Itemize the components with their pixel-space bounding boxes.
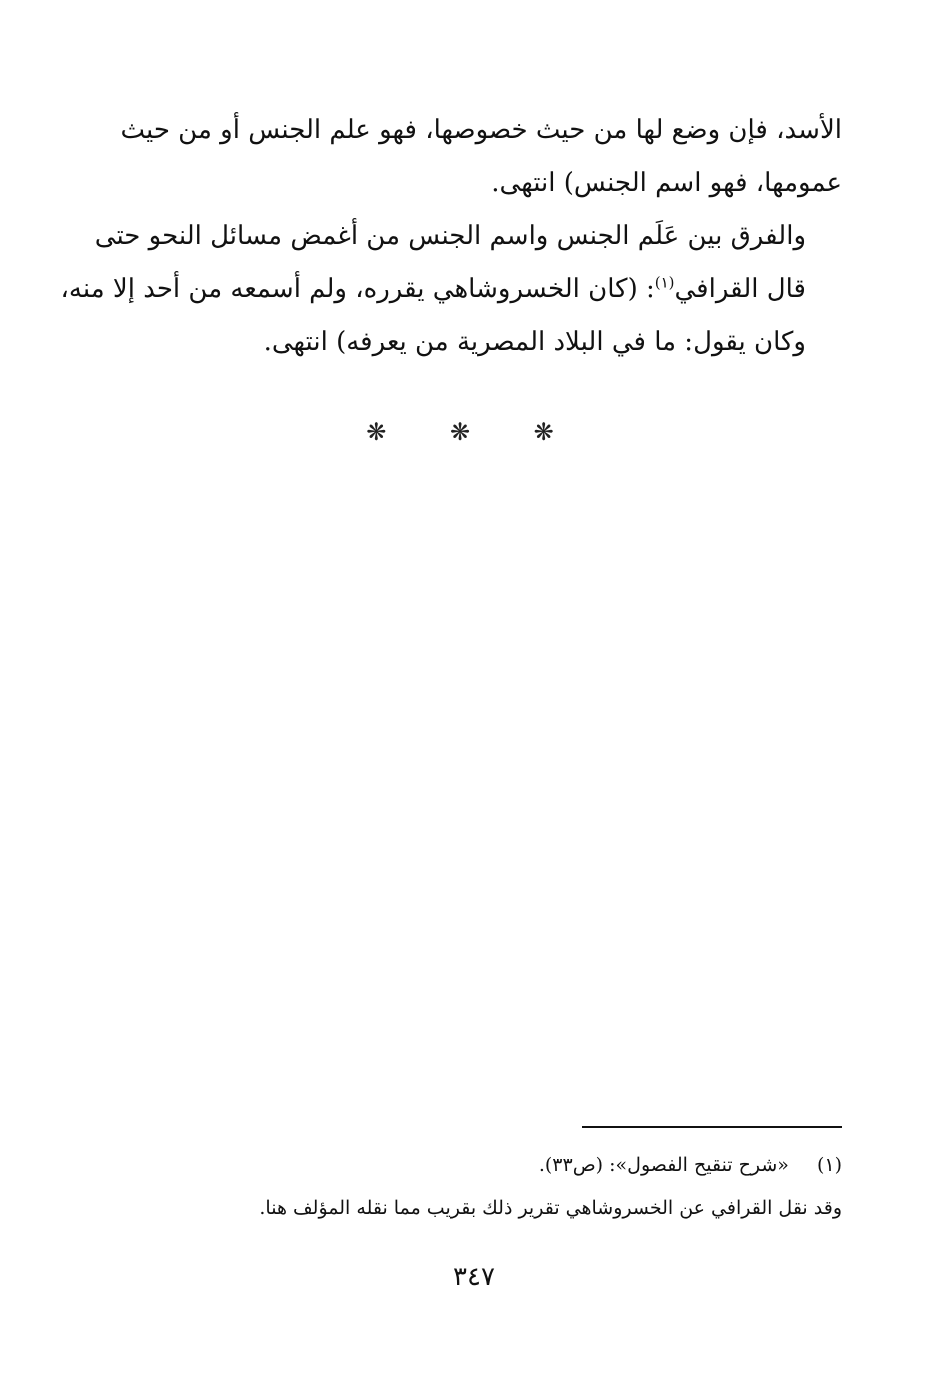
paragraph-2-line-2-end: : (كان الخسروشاهي يقرره، ولم أسمعه من أحد إلا منه، — [60, 274, 655, 304]
paragraph-1-line-2: عمومها، فهو اسم الجنس) انتهى. — [491, 168, 842, 198]
footnote-2-text: وقد نقل القرافي عن الخسروشاهي تقرير ذلك بقريب مما نقله المؤلف هنا. — [259, 1197, 842, 1219]
footnote-1-number: (١) — [816, 1154, 842, 1176]
paragraph-2-line-3: وكان يقول: ما في البلاد المصرية من يعرفه) انتهى. — [263, 327, 806, 357]
footnote-1 — [200, 1150, 842, 1180]
paragraph-2-line-2 — [60, 263, 842, 316]
footnote-1-text: «شرح تنقيح الفصول»: (ص٣٣). — [538, 1154, 789, 1176]
page-number: ٣٤٧ — [453, 1262, 495, 1292]
footnote-divider — [582, 1126, 842, 1128]
paragraph-2 — [60, 210, 842, 369]
footnote-2 — [200, 1193, 842, 1223]
paragraph-1 — [120, 104, 842, 210]
paragraph-2-line-1: والفرق بين عَلَم الجنس واسم الجنس من أغمض مسائل النحو حتى — [94, 221, 806, 251]
paragraph-2-line-2-start: قال القرافي — [674, 274, 806, 304]
section-separator: ❋ ❋ ❋ — [366, 418, 582, 446]
footnote-reference: (١) — [654, 273, 675, 292]
paragraph-1-line-1: الأسد، فإن وضع لها من حيث خصوصها، فهو علم الجنس أو من حيث — [120, 115, 842, 145]
